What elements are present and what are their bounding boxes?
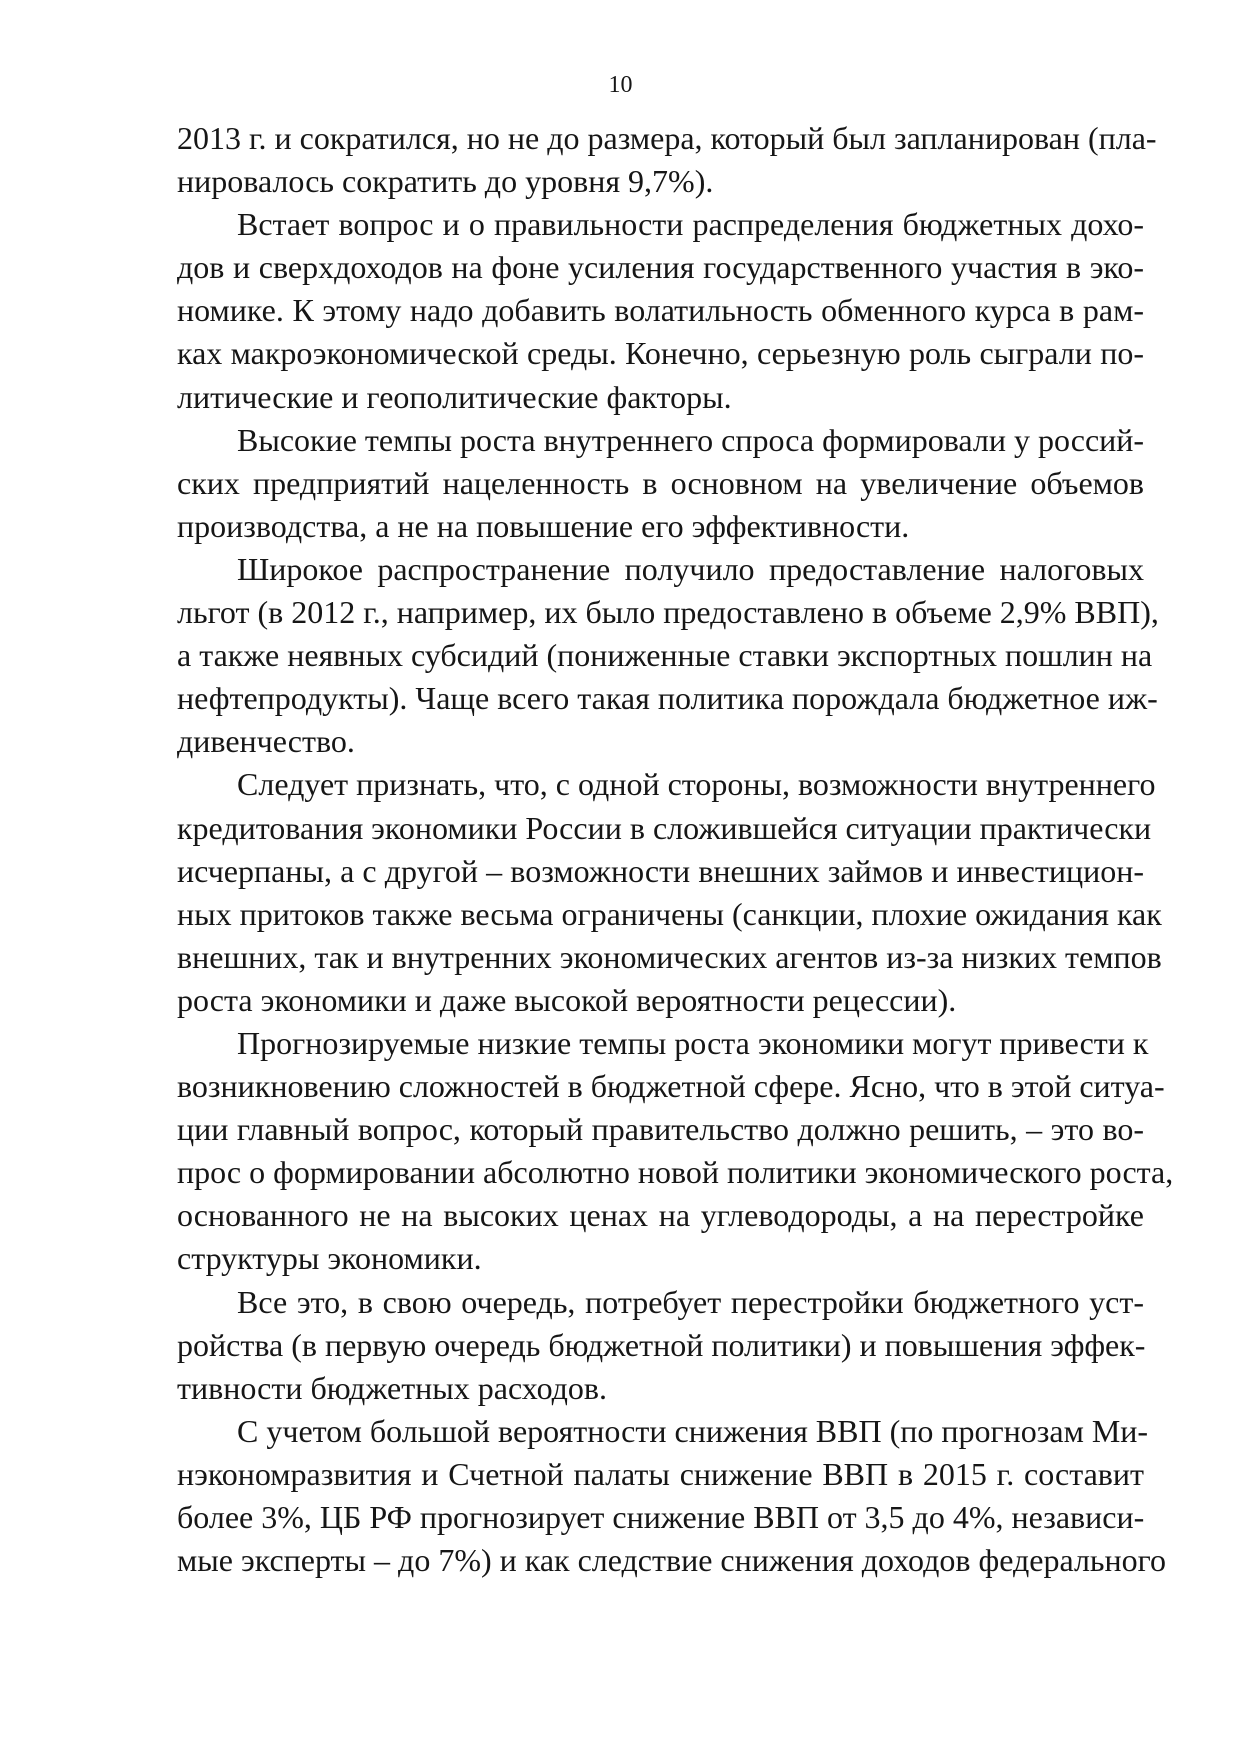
text-line: ских предприятий нацеленность в основном на увеличение объемов <box>177 464 1144 501</box>
paragraph <box>177 1410 1166 1582</box>
text-line: ции главный вопрос, который правительство должно решить, – это во- <box>177 1111 1144 1148</box>
paragraph <box>177 203 1144 418</box>
paragraph <box>177 1022 1174 1281</box>
text-line: Все это, в свою очередь, потребует перестройки бюджетного уст- <box>237 1283 1144 1320</box>
text-line: ных притоков также весьма ограничены (санкции, плохие ожидания как <box>177 895 1162 932</box>
text-line: основанного не на высоких ценах на углеводороды, а на перестройке <box>177 1197 1144 1234</box>
text-line: ках макроэкономической среды. Конечно, серьезную роль сыграли по- <box>177 335 1144 372</box>
text-line: нефтепродукты). Чаще всего такая политика порождала бюджетное иж- <box>177 680 1158 717</box>
text-line: Прогнозируемые низкие темпы роста экономики могут привести к <box>237 1024 1149 1061</box>
text-line: кредитования экономики России в сложившейся ситуации практически <box>177 809 1152 846</box>
paragraph <box>177 548 1159 763</box>
paragraph <box>177 763 1162 1022</box>
text-line: Встает вопрос и о правильности распределения бюджетных дохо- <box>237 206 1144 243</box>
text-line: роста экономики и даже высокой вероятности рецессии). <box>177 981 957 1018</box>
text-line: литические и геополитические факторы. <box>177 378 732 415</box>
paragraph <box>177 117 1157 203</box>
text-line: тивности бюджетных расходов. <box>177 1369 608 1406</box>
text-line: структуры экономики. <box>177 1240 482 1277</box>
text-line: более 3%, ЦБ РФ прогнозирует снижение ВВП от 3,5 до 4%, независи- <box>177 1499 1145 1535</box>
text-line: мые эксперты – до 7%) и как следствие снижения доходов федерального <box>177 1542 1166 1579</box>
text-line: прос о формировании абсолютно новой политики экономического роста, <box>177 1154 1174 1191</box>
paragraph <box>177 419 1144 548</box>
text-line: нировалось сократить до уровня 9,7%). <box>177 163 714 200</box>
text-line: номике. К этому надо добавить волатильность обменного курса в рам- <box>177 292 1144 329</box>
text-line: С учетом большой вероятности снижения ВВП (по прогнозам Ми- <box>237 1412 1149 1449</box>
text-line: 2013 г. и сократился, но не до размера, который был запланирован (пла- <box>177 120 1157 156</box>
text-line: возникновению сложностей в бюджетной сфере. Ясно, что в этой ситуа- <box>177 1068 1165 1105</box>
page-number: 10 <box>608 72 633 98</box>
text-line: производства, а не на повышение его эффективности. <box>177 507 910 544</box>
paragraph <box>177 1281 1144 1410</box>
text-line: Высокие темпы роста внутреннего спроса формировали у россий- <box>237 421 1145 458</box>
text-line: льгот (в 2012 г., например, их было предоставлено в объеме 2,9% ВВП), <box>177 594 1159 631</box>
text-line: а также неявных субсидий (пониженные ставки экспортных пошлин на <box>177 637 1153 674</box>
text-line: дов и сверхдоходов на фоне усиления государственного участия в эко- <box>177 249 1144 286</box>
text-line: дивенчество. <box>177 723 355 760</box>
text-line: исчерпаны, а с другой – возможности внешних займов и инвестицион- <box>177 852 1144 889</box>
text-line: нэкономразвития и Счетной палаты снижение ВВП в 2015 г. составит <box>177 1455 1144 1492</box>
text-line: Следует признать, что, с одной стороны, возможности внутреннего <box>237 766 1156 803</box>
body-text <box>177 117 1174 1582</box>
text-line: Широкое распространение получило предоставление налоговых <box>237 550 1144 587</box>
text-line: внешних, так и внутренних экономических агентов из-за низких темпов <box>177 938 1162 975</box>
text-line: ройства (в первую очередь бюджетной политики) и повышения эффек- <box>177 1326 1146 1363</box>
